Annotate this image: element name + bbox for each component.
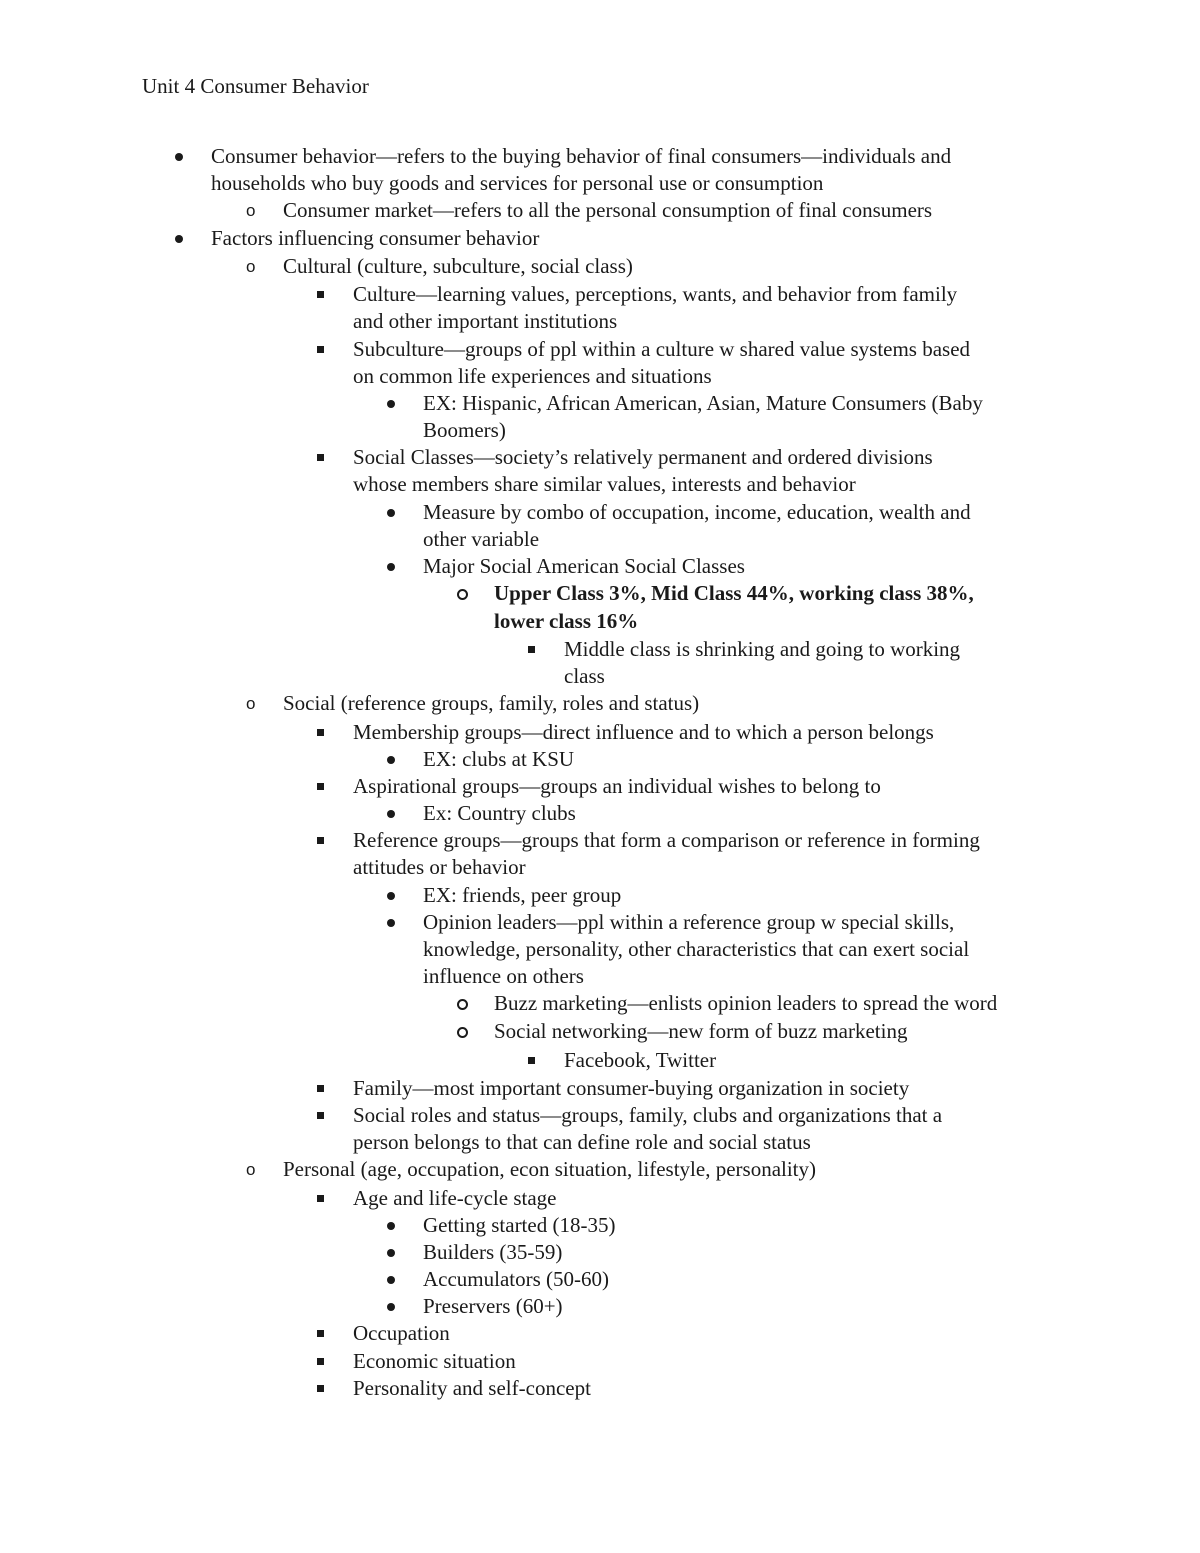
- bullet-disc-icon: [387, 1249, 395, 1257]
- bullet-circle-icon: [457, 589, 468, 600]
- bullet-disc-icon: [387, 919, 395, 927]
- outline-line: Social Classes—society’s relatively permanent and ordered divisions: [353, 445, 933, 469]
- outline-line: Preservers (60+): [423, 1294, 563, 1318]
- outline-line: Consumer behavior—refers to the buying behavior of final consumers—individuals and: [211, 144, 952, 168]
- bullet-o-icon: o: [246, 201, 256, 220]
- outline-line: Reference groups—groups that form a comparison or reference in forming: [353, 828, 980, 852]
- bullet-disc-icon: [387, 1276, 395, 1284]
- outline-line: Social networking—new form of buzz marketing: [494, 1019, 908, 1043]
- bullet-square-icon: [317, 346, 324, 353]
- bullet-o-icon: o: [246, 257, 256, 276]
- outline-line: Factors influencing consumer behavior: [211, 226, 540, 250]
- outline-line: Accumulators (50-60): [423, 1267, 610, 1291]
- bullet-circle-icon: [457, 1027, 468, 1038]
- outline-line: Opinion leaders—ppl within a reference group w special skills,: [423, 910, 955, 934]
- bullet-square-icon: [317, 454, 324, 461]
- bullet-square-icon: [317, 837, 324, 844]
- bullet-disc-icon: [387, 563, 395, 571]
- bullet-disc-icon: [387, 756, 395, 764]
- bullet-square-icon: [317, 1085, 324, 1092]
- bullet-square-icon: [317, 1385, 324, 1392]
- outline-line: Getting started (18-35): [423, 1213, 616, 1237]
- outline-line: EX: friends, peer group: [423, 883, 622, 907]
- outline-line: Ex: Country clubs: [423, 801, 576, 825]
- outline-line: Aspirational groups—groups an individual wishes to belong to: [353, 774, 881, 798]
- outline-line: Personality and self-concept: [353, 1376, 591, 1400]
- outline-line: Membership groups—direct influence and to which a person belongs: [353, 720, 934, 744]
- outline-line: attitudes or behavior: [353, 855, 526, 879]
- outline-line: EX: clubs at KSU: [423, 747, 575, 771]
- outline-line: Middle class is shrinking and going to working: [564, 637, 961, 661]
- bullet-square-icon: [317, 1112, 324, 1119]
- bullet-square-icon: [317, 729, 324, 736]
- bullet-square-icon: [317, 1358, 324, 1365]
- outline-line: Personal (age, occupation, econ situation, lifestyle, personality): [283, 1157, 817, 1181]
- outline-line: Facebook, Twitter: [564, 1048, 717, 1072]
- outline-line: Consumer market—refers to all the personal consumption of final consumers: [283, 198, 933, 222]
- document-title: Unit 4 Consumer Behavior: [142, 74, 369, 98]
- outline-line: Cultural (culture, subculture, social class): [283, 254, 633, 278]
- outline-line: Economic situation: [353, 1349, 516, 1373]
- outline-line: and other important institutions: [353, 309, 618, 333]
- outline-line: Social (reference groups, family, roles and status): [283, 691, 700, 715]
- outline-line: class: [564, 664, 605, 688]
- outline-line: Boomers): [423, 418, 506, 442]
- outline-line: Age and life-cycle stage: [353, 1186, 557, 1210]
- bullet-disc-icon: [175, 153, 183, 161]
- bullet-square-icon: [317, 783, 324, 790]
- bullet-square-icon: [317, 1330, 324, 1337]
- bullet-square-icon: [528, 1057, 535, 1064]
- bullet-square-icon: [528, 646, 535, 653]
- bullet-disc-icon: [387, 1303, 395, 1311]
- outline-line: on common life experiences and situations: [353, 364, 712, 388]
- outline-line: Buzz marketing—enlists opinion leaders to spread the word: [494, 991, 998, 1015]
- bullet-disc-icon: [387, 892, 395, 900]
- outline-line: households who buy goods and services for personal use or consumption: [211, 171, 824, 195]
- outline-line: Builders (35-59): [423, 1240, 563, 1264]
- bullet-circle-icon: [457, 999, 468, 1010]
- outline-line: Family—most important consumer-buying organization in society: [353, 1076, 910, 1100]
- bullet-disc-icon: [387, 810, 395, 818]
- outline-line: Measure by combo of occupation, income, education, wealth and: [423, 500, 971, 524]
- outline-line: Social roles and status—groups, family, clubs and organizations that a: [353, 1103, 943, 1127]
- bullet-square-icon: [317, 291, 324, 298]
- outline-line: other variable: [423, 527, 540, 551]
- bullet-disc-icon: [175, 235, 183, 243]
- outline-line: person belongs to that can define role and social status: [353, 1130, 811, 1154]
- bullet-disc-icon: [387, 509, 395, 517]
- bullet-disc-icon: [387, 400, 395, 408]
- outline-line: knowledge, personality, other characteristics that can exert social: [423, 937, 970, 961]
- outline-line: influence on others: [423, 964, 584, 988]
- bullet-disc-icon: [387, 1222, 395, 1230]
- bullet-o-icon: o: [246, 694, 256, 713]
- outline-line: EX: Hispanic, African American, Asian, Mature Consumers (Baby: [423, 391, 983, 415]
- outline-line: Occupation: [353, 1321, 450, 1345]
- outline-line: Culture—learning values, perceptions, wants, and behavior from family: [353, 282, 958, 306]
- outline-line: lower class 16%: [494, 609, 639, 633]
- outline-line: Subculture—groups of ppl within a culture w shared value systems based: [353, 337, 971, 361]
- outline-line: Upper Class 3%, Mid Class 44%, working class 38%,: [494, 581, 974, 605]
- bullet-square-icon: [317, 1195, 324, 1202]
- bullet-o-icon: o: [246, 1160, 256, 1179]
- outline-line: whose members share similar values, interests and behavior: [353, 472, 856, 496]
- outline-line: Major Social American Social Classes: [423, 554, 745, 578]
